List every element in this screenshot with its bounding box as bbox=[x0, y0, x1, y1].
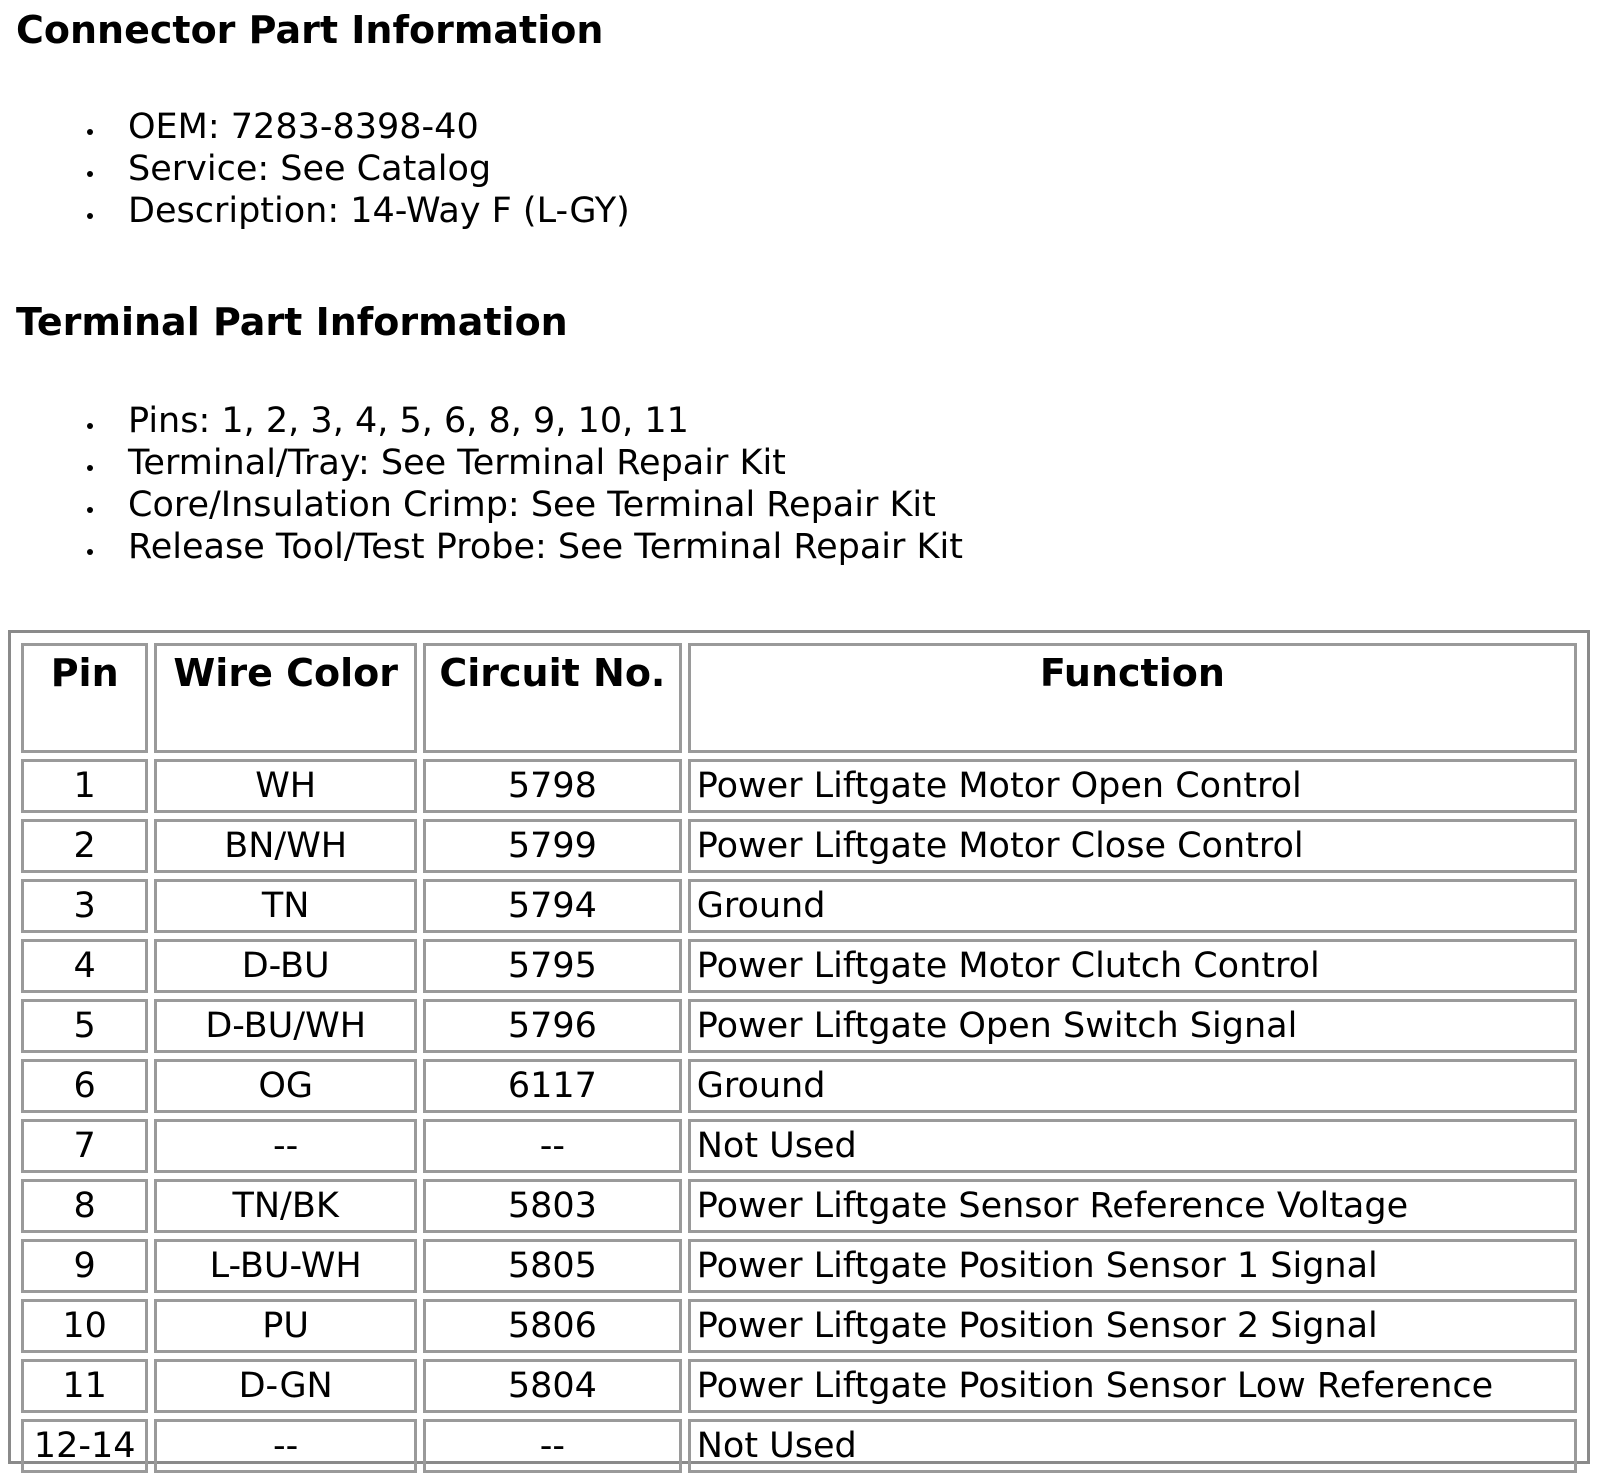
circuit-cell: 5798 bbox=[423, 759, 682, 813]
pin-cell: 11 bbox=[21, 1359, 148, 1413]
table-row bbox=[21, 819, 1577, 873]
pin-cell: 9 bbox=[21, 1239, 148, 1293]
circuit-cell: 6117 bbox=[423, 1059, 682, 1113]
wire-color-cell: BN/WH bbox=[154, 819, 417, 873]
circuit-cell: 5794 bbox=[423, 879, 682, 933]
terminal-info-list bbox=[80, 400, 963, 568]
table-row bbox=[21, 879, 1577, 933]
function-cell: Ground bbox=[688, 879, 1577, 933]
function-cell: Power Liftgate Position Sensor Low Reference bbox=[688, 1359, 1577, 1413]
wire-color-cell: D-GN bbox=[154, 1359, 417, 1413]
wire-color-cell: PU bbox=[154, 1299, 417, 1353]
header-wire-color: Wire Color bbox=[154, 643, 417, 753]
wire-color-cell: -- bbox=[154, 1419, 417, 1473]
wire-color-cell: D-BU bbox=[154, 939, 417, 993]
function-cell: Power Liftgate Open Switch Signal bbox=[688, 999, 1577, 1053]
terminal-tray-item: Terminal/Tray: See Terminal Repair Kit bbox=[80, 442, 963, 484]
function-cell: Power Liftgate Sensor Reference Voltage bbox=[688, 1179, 1577, 1233]
pin-cell: 5 bbox=[21, 999, 148, 1053]
circuit-cell: 5806 bbox=[423, 1299, 682, 1353]
table-row bbox=[21, 999, 1577, 1053]
wire-color-cell: L-BU-WH bbox=[154, 1239, 417, 1293]
wire-color-cell: -- bbox=[154, 1119, 417, 1173]
table-row bbox=[21, 1299, 1577, 1353]
pin-cell: 10 bbox=[21, 1299, 148, 1353]
header-pin: Pin bbox=[21, 643, 148, 753]
circuit-cell: 5795 bbox=[423, 939, 682, 993]
function-cell: Power Liftgate Motor Open Control bbox=[688, 759, 1577, 813]
table-row bbox=[21, 1059, 1577, 1113]
wire-color-cell: OG bbox=[154, 1059, 417, 1113]
pin-cell: 8 bbox=[21, 1179, 148, 1233]
pin-cell: 1 bbox=[21, 759, 148, 813]
function-cell: Power Liftgate Motor Clutch Control bbox=[688, 939, 1577, 993]
table-row bbox=[21, 1179, 1577, 1233]
connector-description-item: Description: 14-Way F (L-GY) bbox=[80, 190, 630, 232]
terminal-section-title: Terminal Part Information bbox=[16, 300, 568, 344]
connector-info-list bbox=[80, 106, 630, 232]
function-cell: Not Used bbox=[688, 1119, 1577, 1173]
table-row bbox=[21, 759, 1577, 813]
pin-cell: 12-14 bbox=[21, 1419, 148, 1473]
table-row bbox=[21, 1119, 1577, 1173]
function-cell: Not Used bbox=[688, 1419, 1577, 1473]
table-row bbox=[21, 1419, 1577, 1473]
function-cell: Power Liftgate Position Sensor 2 Signal bbox=[688, 1299, 1577, 1353]
circuit-cell: 5803 bbox=[423, 1179, 682, 1233]
pin-cell: 4 bbox=[21, 939, 148, 993]
pin-table bbox=[15, 637, 1583, 1479]
header-function: Function bbox=[688, 643, 1577, 753]
function-cell: Ground bbox=[688, 1059, 1577, 1113]
circuit-cell: 5799 bbox=[423, 819, 682, 873]
circuit-cell: -- bbox=[423, 1119, 682, 1173]
pin-cell: 3 bbox=[21, 879, 148, 933]
table-row bbox=[21, 939, 1577, 993]
terminal-release-tool-item: Release Tool/Test Probe: See Terminal Repair Kit bbox=[80, 526, 963, 568]
pin-cell: 2 bbox=[21, 819, 148, 873]
function-cell: Power Liftgate Motor Close Control bbox=[688, 819, 1577, 873]
wire-color-cell: TN bbox=[154, 879, 417, 933]
circuit-cell: 5804 bbox=[423, 1359, 682, 1413]
connector-oem-item: OEM: 7283-8398-40 bbox=[80, 106, 630, 148]
header-circuit-no: Circuit No. bbox=[423, 643, 682, 753]
wire-color-cell: TN/BK bbox=[154, 1179, 417, 1233]
circuit-cell: 5805 bbox=[423, 1239, 682, 1293]
terminal-pins-item: Pins: 1, 2, 3, 4, 5, 6, 8, 9, 10, 11 bbox=[80, 400, 963, 442]
connector-service-item: Service: See Catalog bbox=[80, 148, 630, 190]
pin-table-header-row bbox=[21, 643, 1577, 753]
pin-cell: 7 bbox=[21, 1119, 148, 1173]
circuit-cell: -- bbox=[423, 1419, 682, 1473]
pin-cell: 6 bbox=[21, 1059, 148, 1113]
connector-section-title: Connector Part Information bbox=[16, 8, 604, 52]
circuit-cell: 5796 bbox=[423, 999, 682, 1053]
table-row bbox=[21, 1359, 1577, 1413]
terminal-crimp-item: Core/Insulation Crimp: See Terminal Repair Kit bbox=[80, 484, 963, 526]
wire-color-cell: WH bbox=[154, 759, 417, 813]
pin-table-frame bbox=[8, 630, 1590, 1464]
function-cell: Power Liftgate Position Sensor 1 Signal bbox=[688, 1239, 1577, 1293]
table-row bbox=[21, 1239, 1577, 1293]
wire-color-cell: D-BU/WH bbox=[154, 999, 417, 1053]
